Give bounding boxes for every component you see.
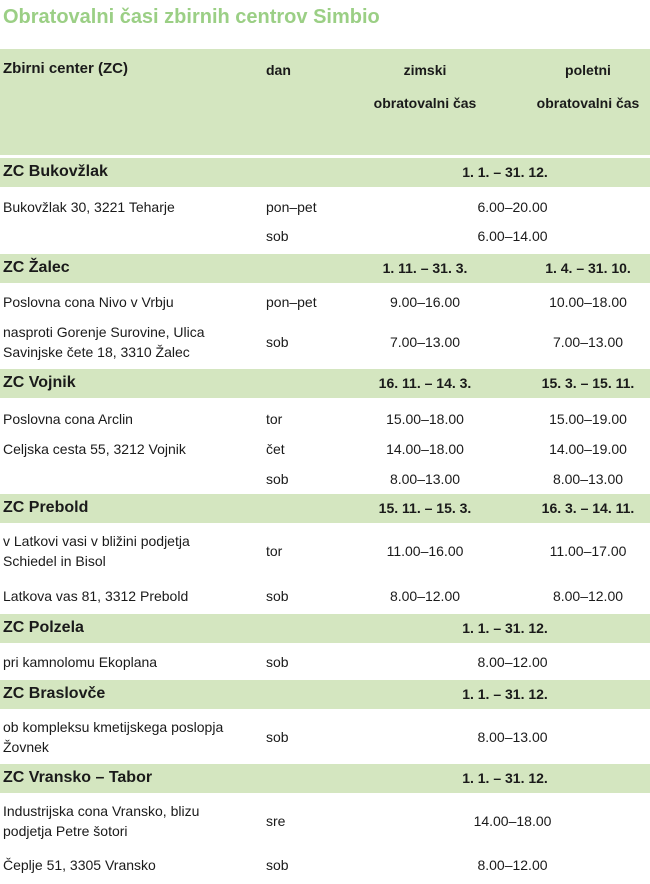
table-row [0, 580, 650, 612]
center-name: ZC Vransko – Tabor [3, 769, 153, 786]
table-row [0, 317, 650, 367]
day-cell: tor [266, 411, 283, 427]
center-header [0, 254, 650, 283]
table-row [0, 434, 650, 464]
period-winter: 15. 11. – 15. 3. [378, 500, 472, 516]
period-winter: 1. 11. – 31. 3. [382, 260, 468, 276]
hours-all: 8.00–12.00 [477, 857, 548, 873]
table-header [0, 49, 650, 155]
hours-winter: 9.00–16.00 [389, 294, 461, 310]
table-row [0, 795, 650, 847]
period-all: 1. 1. – 31. 12. [462, 770, 548, 786]
period-winter: 16. 11. – 14. 3. [378, 375, 472, 391]
address-line: Žovnek [3, 739, 49, 755]
hours-winter: 7.00–13.00 [389, 334, 461, 350]
hours-summer: 8.00–12.00 [552, 588, 624, 604]
center-header [0, 614, 650, 643]
hours-winter: 11.00–16.00 [386, 543, 464, 559]
center-header [0, 494, 650, 523]
hours-all: 6.00–14.00 [477, 228, 548, 244]
table-row [0, 645, 650, 679]
address-line: Bukovžlak 30, 3221 Teharje [3, 199, 175, 215]
address-line: pri kamnolomu Ekoplana [3, 654, 158, 670]
address-line: Latkova vas 81, 3312 Prebold [3, 588, 189, 604]
hours-winter: 8.00–13.00 [389, 471, 461, 487]
address-line: ob kompleksu kmetijskega poslopja [3, 719, 224, 735]
hours-winter: 14.00–18.00 [386, 441, 464, 457]
address-line: nasproti Gorenje Surovine, Ulica [3, 324, 205, 340]
day-cell: sob [266, 334, 289, 350]
address-line: Celjska cesta 55, 3212 Vojnik [3, 441, 186, 457]
hours-all: 6.00–20.00 [477, 199, 548, 215]
address-line: Čeplje 51, 3305 Vransko [3, 857, 156, 873]
day-cell: sob [266, 588, 289, 604]
table-row [0, 404, 650, 434]
period-all: 1. 1. – 31. 12. [462, 620, 548, 636]
header-summer-2: obratovalni čas [536, 95, 640, 111]
address-line: Industrijska cona Vransko, blizu [3, 803, 200, 819]
address-line: Poslovna cona Nivo v Vrbju [3, 294, 174, 310]
hours-winter: 15.00–18.00 [386, 411, 464, 427]
period-summer: 1. 4. – 31. 10. [545, 260, 631, 276]
center-name: ZC Žalec [3, 259, 70, 276]
period-summer: 15. 3. – 15. 11. [541, 375, 635, 391]
table-row [0, 849, 650, 881]
day-cell: sob [266, 654, 289, 670]
day-cell: pon–pet [266, 294, 317, 310]
table-row [0, 464, 650, 494]
center-name: ZC Bukovžlak [3, 163, 108, 180]
hours-summer: 8.00–13.00 [552, 471, 624, 487]
table-row [0, 711, 650, 763]
day-cell: sob [266, 228, 289, 244]
day-cell: sre [266, 813, 286, 829]
center-header [0, 680, 650, 709]
hours-summer: 14.00–19.00 [549, 441, 627, 457]
header-day: dan [266, 62, 291, 78]
center-name: ZC Polzela [3, 619, 84, 636]
day-cell: sob [266, 471, 289, 487]
center-header [0, 369, 650, 398]
header-winter-1: zimski [403, 62, 447, 78]
address-line: Schiedel in Bisol [3, 553, 106, 569]
period-summer: 16. 3. – 14. 11. [541, 500, 635, 516]
hours-summer: 7.00–13.00 [552, 334, 624, 350]
header-center: Zbirni center (ZC) [3, 60, 129, 77]
day-cell: pon–pet [266, 199, 317, 215]
hours-summer: 15.00–19.00 [549, 411, 627, 427]
day-cell: sob [266, 729, 289, 745]
address-line: Poslovna cona Arclin [3, 411, 133, 427]
table-row [0, 525, 650, 577]
center-name: ZC Braslovče [3, 685, 106, 702]
header-summer-1: poletni [565, 62, 611, 78]
table-row [0, 222, 650, 250]
center-name: ZC Prebold [3, 499, 89, 516]
hours-all: 8.00–12.00 [477, 654, 548, 670]
hours-winter: 8.00–12.00 [389, 588, 461, 604]
period-all: 1. 1. – 31. 12. [462, 686, 548, 702]
day-cell: čet [266, 441, 285, 457]
page-title: Obratovalni časi zbirnih centrov Simbio [3, 6, 380, 28]
center-name: ZC Vojnik [3, 374, 76, 391]
table-row [0, 193, 650, 221]
hours-summer: 11.00–17.00 [549, 543, 627, 559]
address-line: v Latkovi vasi v bližini podjetja [3, 533, 190, 549]
address-line: podjetja Petre šotori [3, 823, 128, 839]
hours-all: 14.00–18.00 [473, 813, 552, 829]
center-header [0, 764, 650, 793]
table-row [0, 287, 650, 317]
header-winter-2: obratovalni čas [373, 95, 477, 111]
address-line: Savinjske čete 18, 3310 Žalec [3, 344, 190, 360]
hours-summer: 10.00–18.00 [549, 294, 627, 310]
center-header [0, 158, 650, 187]
period-all: 1. 1. – 31. 12. [462, 164, 548, 180]
day-cell: tor [266, 543, 283, 559]
hours-all: 8.00–13.00 [477, 729, 548, 745]
day-cell: sob [266, 857, 289, 873]
